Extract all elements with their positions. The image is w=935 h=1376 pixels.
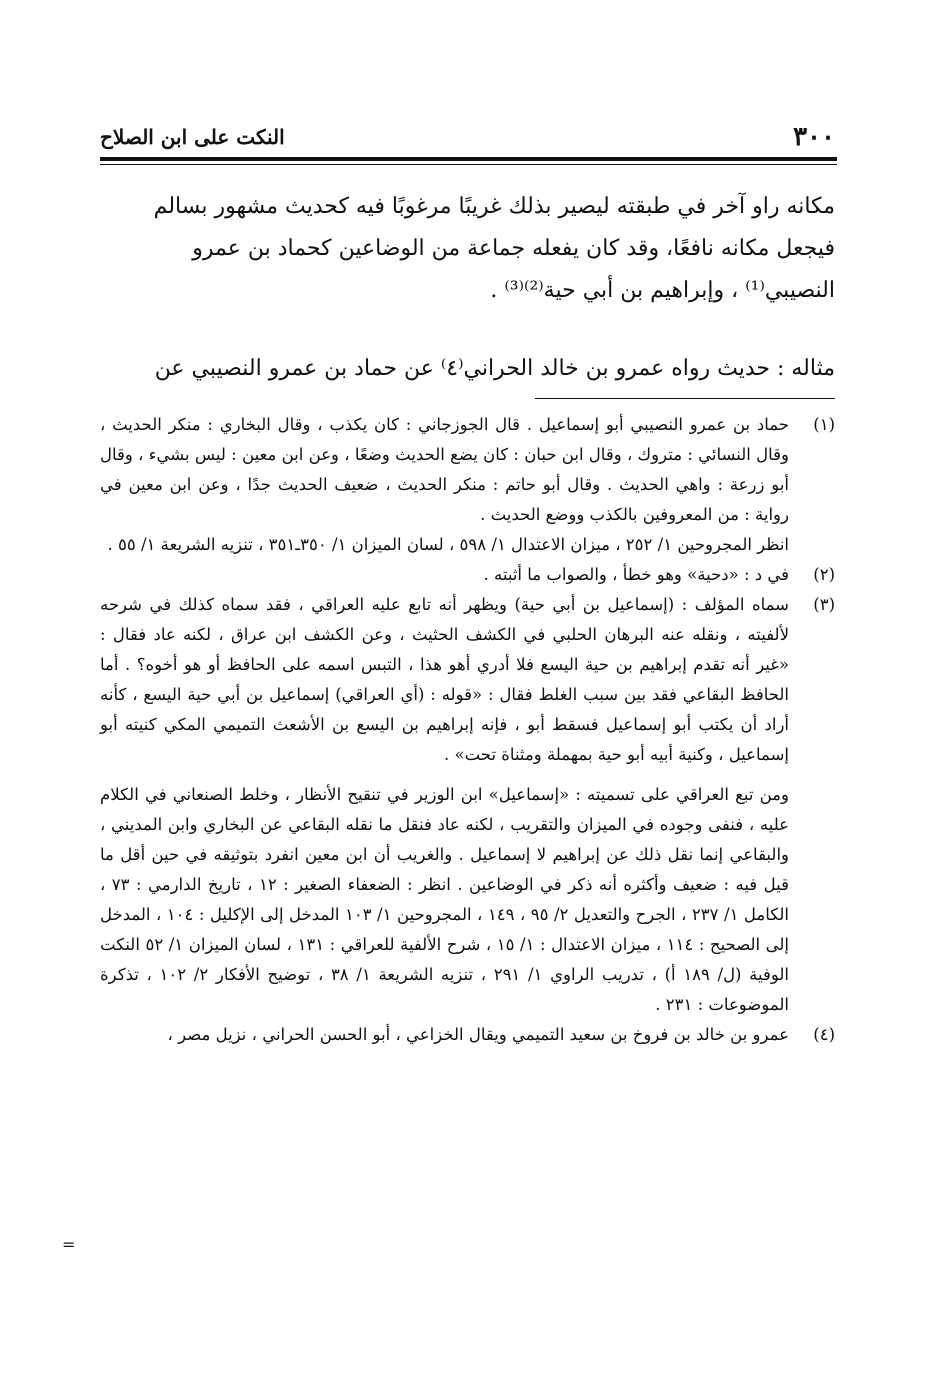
footnote-paragraph: ومن تبع العراقي على تسميته : «إسماعيل» ابن الوزير في تنقيح الأنظار ، وخلط الصنعاني في الكلام عليه ، فنفى وجوده في الميزان والتقريب ، لكنه عاد فنقل ما نقله البقاعي عن البخاري وابن المديني ، والبقاعي إنما نقل ذلك عن إبراهيم لا إسماعيل . والغريب أن ابن معين انفرد بتوثيقه في حين أقل ما قيل فيه : ضعيف وأكثره أنه ذكر في الوضاعين . انظر : الضعفاء الصغير : ١٢ ، تاريخ الدارمي : ٧٣ ، الكامل ١/ ٢٣٧ ، الجرح والتعديل ٢/ ٩٥ ، ١٤٩ ، المجروحين ١/ ١٠٣ المدخل إلى الإكليل : ١٠٤ ، المدخل إلى الصحيح : ١١٤ ، ميزان الاعتدال : ١/ ١٥ ، شرح الألفية للعراقي : ١٣١ ، لسان الميزان ١/ ٥٢ النكت الوفية (ل/ ١٨٩ أ) ، تدريب الراوي ١/ ٢٩١ ، تنزيه الشريعة ١/ ٣٨ ، توضيح الأفكار ٢/ ١٠٢ ، تذكرة الموضوعات : ٢٣١ . — [100, 785, 790, 1014]
continuation-mark: = — [62, 1235, 76, 1254]
main-text-line: فيجعل مكانه نافعًا، وقد كان يفعله جماعة من الوضاعين كحماد بن عمرو — [192, 236, 835, 261]
footnote-3 — [100, 590, 835, 1020]
main-text-line: النصيبي⁽¹⁾ ، وإبراهيم بن أبي حية⁽²⁾⁽³⁾ . — [490, 278, 835, 303]
footnote-separator — [535, 398, 835, 399]
header-rule-thick — [100, 157, 837, 161]
header-rule-thin — [100, 164, 837, 165]
footnote-4 — [100, 1020, 835, 1050]
example-line: مثاله : حديث رواه عمرو بن خالد الحراني⁽٤⁾ عن حماد بن عمرو النصيبي عن — [154, 356, 835, 381]
running-title: النكت على ابن الصلاح — [100, 125, 285, 149]
footnote-paragraph: عمرو بن خالد بن فروخ بن سعيد التميمي ويقال الخزاعي ، أبو الحسن الحراني ، نزيل مصر ، — [167, 1025, 789, 1044]
footnote-number: (١) — [813, 415, 835, 434]
page-header — [100, 120, 835, 154]
footnote-number: (٤) — [813, 1025, 835, 1044]
footnote-paragraph: حماد بن عمرو النصيبي أبو إسماعيل . قال الجوزجاني : كان يكذب ، وقال البخاري : منكر الحديث ، وقال النسائي : متروك ، وقال ابن حبان : كان يضع الحديث وضعًا ، وعن ابن معين : ليس بشيء ، وقال أبو زرعة : واهي الحديث . وقال أبو حاتم : منكر الحديث ، ضعيف الحديث جدًا ، وعن ابن معين في رواية : من المعروفين بالكذب ووضع الحديث . — [100, 415, 789, 524]
footnote-2 — [100, 560, 835, 590]
footnote-1 — [100, 410, 835, 560]
footnote-number: (٣) — [813, 595, 835, 614]
main-text — [100, 186, 835, 312]
footnote-paragraph: انظر المجروحين ١/ ٢٥٢ ، ميزان الاعتدال ١/ ٥٩٨ ، لسان الميزان ١/ ٣٥٠ـ٣٥١ ، تنزيه الشريعة ١/ ٥٥ . — [107, 535, 789, 554]
main-text-line: مكانه راو آخر في طبقته ليصير بذلك غريبًا مرغوبًا فيه كحديث مشهور بسالم — [153, 194, 835, 219]
footnote-paragraph: سماه المؤلف : (إسماعيل بن أبي حية) ويظهر أنه تابع عليه العراقي ، فقد سماه كذلك في شرحه لألفيته ، ونقله عنه البرهان الحلبي في الكشف الحثيث ، وعن الكشف ابن عراق ، لكنه عاد فقال : «غير أنه تقدم إبراهيم بن حية اليسع فلا أدري أهو هذا ، التبس اسمه على الحافظ أو هو أخوه؟ . أما الحافظ البقاعي فقد بين سبب الغلط فقال : «قوله : (أي العراقي) إسماعيل بن أبي حية اليسع ، كأنه أراد أن يكتب أبو إسماعيل فسقط أبو ، فإنه إبراهيم بن اليسع بن الأشعث التميمي المكي كنيته أبو إسماعيل ، وكنية أبيه أبو حية بمهملة ومثناة تحت» . — [100, 595, 789, 764]
footnotes — [100, 410, 835, 1050]
footnote-number: (٢) — [813, 565, 835, 584]
footnote-paragraph: في د : «دحية» وهو خطأ ، والصواب ما أثبته . — [483, 565, 789, 584]
page-number: ٣٠٠ — [793, 122, 835, 152]
